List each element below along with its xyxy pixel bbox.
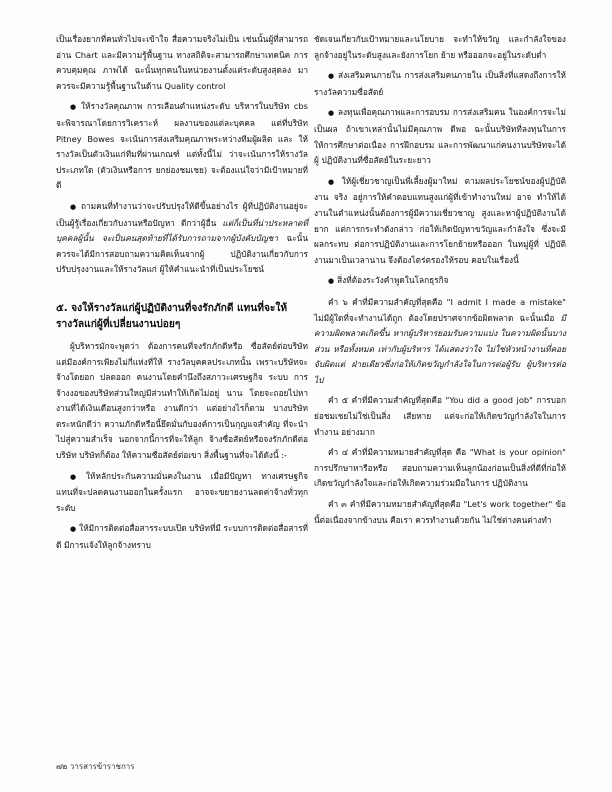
bullet-text: ให้มีการติดต่อสื่อสารระบบเปิด บริษัทที่มี ระบบการติดต่อสื่อสารที่ดี มีการแจ้งให้ลูกจ้างทราบ (56, 523, 308, 551)
bullet-text: ถามคนที่ทำงานว่าจะปรับปรุงให้ดีขึ้นอย่างไร ผู้ที่ปฏิบัติงานอยู่จะเป็นผู้รู้เรื่องเกี่ยวกับงานหรือปัญหา ดีกว่าผู้อื่น (56, 200, 308, 228)
bullet-icon: ● (70, 202, 78, 211)
bullet-mentor (314, 174, 566, 269)
bullet-icon: ● (70, 472, 83, 481)
bullet-promote-internal (314, 68, 566, 100)
bullet-ask-workers (56, 199, 308, 278)
paragraph-six-words (314, 295, 566, 389)
bullet-text: ให้ผู้เชี่ยวชาญเป็นพี่เลี้ยงผู้มาใหม่ ตามผลประโยชน์ของผู้ปฏิบัติงาน จริง อยู่การให้คำตอบแทนสูงแก่ผู้ที่เข้าทำงานใหม่ อาจ ทำให้ได้งานในตำแหน่งนั้นต้องการผู้มีความเชี่ยวชาญ สูงและหาผู้ปฏิบัติงานได้ยาก แต่การกระทำดังกล่าว ก่อให้เกิดปัญหาขวัญและกำลังใจ ซึ่งจะมีผลกระทบ ต่อการปฏิบัติงานและการโยกย้ายหรือออก ในหมู่ผู้ที่ ปฏิบัติงานมาเป็นเวลานาน จึงต้องไตร่ตรองให้รอบ คอบในเรื่องนี้ (314, 175, 566, 265)
paragraph-quality-knowledge: เป็นเรื่องยากที่คนทั่วไปจะเข้าใจ สื่อความจริงไม่เป็น เช่นนั้นผู้ที่สามารถอ่าน Chart และมีความรู้พื้นฐาน ทางสถิติจะสามารถศึกษาเทคนิค การควบคุมคุณ ภาพได้ ฉะนั้นทุกคนในหน่วยงานตั้งแต่ระดับสูงสุดลง มา ควรจะมีความรู้พื้นฐานในด้าน Quality control (56, 34, 308, 91)
right-column (314, 32, 566, 533)
bullet-text: ฉะนั้นควรจะได้มีการสอบถามความคิดเห็นจากผู้ ปฏิบัติงานเกี่ยวกับการปรับปรุงงานและให้รางวัลแก่ ผู้ให้คำแนะนำที่เป็นประโยชน์ (56, 233, 308, 275)
paragraph-four-words: คำ ๔ คำที่มีความหมายสำคัญที่สุด คือ "What is your opinion" การปรึกษาหารือหรือ สอบถามความเห็นลูกน้องก่อนเป็นสิ่งที่ดีที่ก่อให้ เกิดขวัญกำลังใจและก่อให้เกิดความร่วมมือในการ ปฏิบัติงาน (314, 447, 566, 489)
bullet-text: ให้รางวัลคุณภาพ การเลือนตำแหน่งระดับ บริหารในบริษัท cbs จะพิจารณาโดยการวิเคราะห์ ผลงานของแต่ละบุคคล แต่ที่บริษัท Pitney Bowes จะเน้นการส่งเสริมคุณภาพระหว่างทีมผู้ผลิต และ ให้รางวัลเป็นตัวเงินแก่ทีมที่ผ่านเกณฑ์ แต่ทั้งนี้ไม่ ว่าจะเน้นการให้รางวัลประเภทใด (ตัวเงินหรือการ ยกย่องชมเชย) จะต้องแน่ใจว่ามีเป้าหมายที่ดี (56, 101, 308, 191)
bullet-invest-training (314, 105, 566, 168)
bullet-watch-words (314, 273, 566, 290)
page-footer: ๗๒ วารสารข้าราชการ (56, 762, 135, 771)
bullet-icon: ● (328, 109, 335, 118)
section-heading-5: ๕. จงให้รางวัลแก่ผู้ปฏิบัติงานที่จงรักภักดี แทนที่จะให้รางวัลแก่ผู้ที่เปลี่ยนงานบ่อยๆ (56, 302, 288, 330)
bullet-quality-reward (56, 99, 308, 194)
paragraph-five-words: คำ ๕ คำที่มีความสำคัญที่สุดคือ "You did a good job" การบอกย่อชมเชยไม่ใช่เป็นสิ่ง เสียหาย แต่จะก่อให้เกิดขวัญกำลังใจในการทำงาน อย่างมาก (314, 395, 566, 437)
bullet-icon: ● (70, 525, 77, 534)
italic-text: มีความผิดพลาดเกิดขึ้น หากผู้บริหารยอมรับความแบ่ง ในความผิดนั้นบางส่วน หรือทั้งหมด เท่ากับผู้บริหาร ได้แสดงว่าใจ ไม่ใช่หัวหน้างานที่คอยจับผิดแต่ ฝ่ายเดียวซึ่งก่อให้เกิดขวัญกำลังใจในการต่อผู้รับ ผู้บริหารต่อไป (314, 312, 567, 385)
bullet-text: ลงทุนเพื่อคุณภาพและการอบรม การส่งเสริมคน ในองค์การจะไม่เป็นผล ถ้าเขาเหล่านั้นไม่มีคุณภาพ ดีพอ ฉะนั้นบริษัทที่ลงทุนในการให้การศึกษาต่อเนื่อง การฝึกอบรม และการพัฒนาแก่คนงานบริษัทจะได้ผู้ ปฏิบัติงานที่ซื่อสัตย์ในระยะยาว (314, 107, 566, 166)
paragraph-policy-continued: ชัดเจนเกี่ยวกับเป้าหมายและนโยบาย จะทำให้ขวัญ และกำลังใจของลูกจ้างอยู่ในระดับสูงและยังการโยก ย้าย หรือออกจะอยู่ในระดับต่ำ (314, 34, 566, 60)
paragraph-text: คำ ๖ คำที่มีความสำคัญที่สุดคือ "I admit I made a mistake" ไม่มีผู้ใดที่จะทำงานได้ถูก ต้องโดยปราศจากข้อผิดพลาด ฉะนั้นเมื่อ (314, 296, 566, 323)
bullet-open-communication (56, 521, 308, 553)
bullet-text: สิ่งที่ต้องระวังคำพูดในโลกธุรกิจ (337, 275, 449, 286)
italic-text: แต่ก็เป็นที่น่าประหลาดที่บุคคลผู้นั้น จะเป็นคนสุดท้ายที่ได้รับการถามจากผู้บังคับบัญชา (56, 217, 308, 244)
bullet-job-security (56, 469, 308, 517)
bullet-text: ส่งเสริมคนภายใน การส่งเสริมคนภายใน เป็นสิ่งที่แสดงถึงการให้รางวัลความซื่อสัตย์ (314, 70, 567, 97)
paragraph-loyalty: ผู้บริหารมักจะพูดว่า ต้องการคนที่จงรักภักดีหรือ ซื่อสัตย์ต่อบริษัท แต่มีองค์การเพียงไม่กี่แห่งที่ให้ รางวัลบุคคลประเภทนั้น เพราะบริษัทจะจ้างโดยอก ปลดออก คนงานโดยคำนึงถึงสภาวะเศรษฐกิจ ระบบ การจ้างงอของบริษัทส่วนใหญ่มีส่วนทำให้เกิดไม่อยู่ นาน โดยจะถอยไปหางานที่ได้เงินเดือนสูงกว่าหรือ งานดีกว่า แต่อย่างไรก็ตาม บางบริษัทตระหนักดีว่า ความภักดีหรือนี้ยึดมั่นกับองค์การเป็นกุญแจสำคัญ ที่จะนำไปสู่ความสำเร็จ นอกจากนี้การที่จะให้ลูก จ้างซื่อสัตย์หรือจงรักภักดีต่อบริษัท บริษัทก็ต้อง ให้ความซื่อสัตย์ต่อเขา สิ่งพื้นฐานที่จะได้ดังนี้ :- (56, 340, 308, 461)
bullet-icon: ● (328, 277, 335, 286)
bullet-icon: ● (328, 177, 339, 186)
left-column (56, 32, 308, 559)
bullet-icon: ● (70, 103, 79, 112)
paragraph-three-words: คำ ๓ คำที่มีความหมายสำคัญที่สุดคือ "Let's work together" ข้อนี้ต่อเนื่องจากข้างบน คือเรา ควรทำงานด้วยกัน ไม่ใช่ต่างคนต่างทำ (314, 499, 566, 525)
bullet-text: ให้หลักประกันความมั่นคงในงาน เมื่อมีปัญหา ทางเศรษฐกิจ แทนที่จะปลดคนงานออกในครั้งแรก อาจจะขยายงานลดค่าจ้างทั่วทุกระดับ (56, 470, 308, 513)
bullet-icon: ● (328, 72, 336, 81)
